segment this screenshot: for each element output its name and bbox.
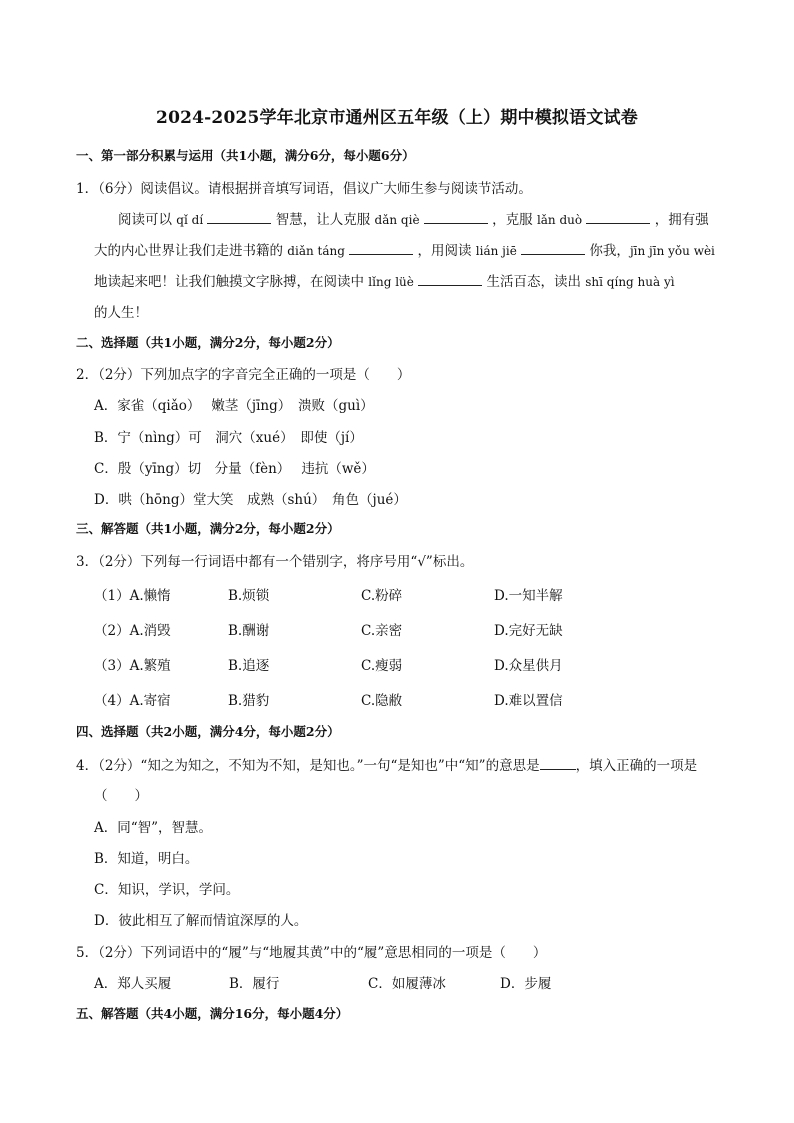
q1-text: 生活百态，读出 bbox=[482, 274, 586, 290]
pinyin: jīn jīn yǒu wèi bbox=[629, 244, 715, 258]
answer-blank[interactable] bbox=[207, 210, 271, 224]
q1-text: ，克服 bbox=[487, 212, 537, 228]
q3-row3-a[interactable]: （3）A.繁殖 bbox=[94, 658, 171, 674]
pinyin: lǐng lüè bbox=[368, 275, 414, 289]
q1-line-3 bbox=[94, 270, 675, 290]
q3-row4-a[interactable]: （4）A.寄宿 bbox=[94, 693, 171, 709]
q3-row2-d[interactable]: D.完好无缺 bbox=[494, 623, 563, 639]
answer-blank[interactable] bbox=[586, 210, 650, 224]
section-5-heading: 五、解答题（共4小题，满分16分，每小题4分） bbox=[76, 1006, 349, 1021]
q1-text: 智慧，让人克服 bbox=[271, 212, 375, 228]
q4-option-a[interactable]: A．同“智”，智慧。 bbox=[94, 820, 213, 836]
q3-row4-b[interactable]: B.猎豹 bbox=[228, 693, 270, 709]
q3-row2-b[interactable]: B.酬谢 bbox=[228, 623, 270, 639]
q2-stem: 2．（2分）下列加点字的字音完全正确的一项是（ ） bbox=[76, 367, 411, 383]
q3-row1-d[interactable]: D.一知半解 bbox=[494, 588, 563, 604]
q4-stem-b: ，填入正确的一项是 bbox=[575, 758, 698, 774]
pinyin: qǐ dí bbox=[176, 213, 204, 227]
q1-line-4: 的人生！ bbox=[94, 305, 148, 321]
q3-row3-d[interactable]: D.众星供月 bbox=[494, 658, 563, 674]
q4-paren: （ ） bbox=[94, 788, 148, 804]
q3-row3-b[interactable]: B.追逐 bbox=[228, 658, 270, 674]
q4-option-b[interactable]: B．知道，明白。 bbox=[94, 851, 199, 867]
section-3-heading: 三、解答题（共1小题，满分2分，每小题2分） bbox=[76, 521, 340, 536]
q1-line-2 bbox=[94, 239, 715, 259]
q2-option-b[interactable]: B．宁（nìng）可 洞穴（xué） 即使（jí） bbox=[94, 430, 363, 446]
answer-blank[interactable] bbox=[418, 272, 482, 286]
pinyin: lǎn duò bbox=[536, 213, 583, 227]
answer-blank[interactable] bbox=[349, 241, 413, 255]
q1-text: ，拥有强 bbox=[650, 212, 709, 228]
q3-row3-c[interactable]: C.瘦弱 bbox=[361, 658, 403, 674]
section-4-heading: 四、选择题（共2小题，满分4分，每小题2分） bbox=[76, 724, 340, 739]
q5-option-c[interactable]: C．如履薄冰 bbox=[368, 976, 446, 992]
q3-row4-d[interactable]: D.难以置信 bbox=[494, 693, 563, 709]
q5-option-a[interactable]: A．郑人买履 bbox=[94, 976, 172, 992]
q3-row1-a[interactable]: （1）A.懒惰 bbox=[94, 588, 171, 604]
q5-option-d[interactable]: D．步履 bbox=[500, 976, 552, 992]
q3-stem: 3．（2分）下列每一行词语中都有一个错别字，将序号用“√”标出。 bbox=[76, 554, 474, 570]
q1-text: 地读起来吧！让我们触摸文字脉搏，在阅读中 bbox=[94, 274, 369, 290]
q3-row4-c[interactable]: C.隐敝 bbox=[361, 693, 403, 709]
pinyin: dǎn qiè bbox=[374, 213, 420, 227]
answer-blank[interactable] bbox=[540, 756, 576, 770]
pinyin: diǎn táng bbox=[287, 244, 345, 258]
pinyin: lián jiē bbox=[475, 244, 517, 258]
q3-row1-b[interactable]: B.烦锁 bbox=[228, 588, 270, 604]
q5-stem: 5．（2分）下列词语中的“履”与“地履其黄”中的“履”意思相同的一项是（ ） bbox=[76, 945, 547, 961]
q3-row1-c[interactable]: C.粉碎 bbox=[361, 588, 403, 604]
q2-option-c[interactable]: C．殷（yīng）切 分量（fèn） 违抗（wě） bbox=[94, 461, 375, 477]
q1-text: ，用阅读 bbox=[413, 243, 476, 259]
q5-option-b[interactable]: B．履行 bbox=[229, 976, 280, 992]
section-2-heading: 二、选择题（共1小题，满分2分，每小题2分） bbox=[76, 335, 340, 350]
q4-option-d[interactable]: D．彼此相互了解而情谊深厚的人。 bbox=[94, 913, 308, 929]
q2-option-d[interactable]: D．哄（hōng）堂大笑 成熟（shú） 角色（jué） bbox=[94, 492, 407, 508]
pinyin: shī qíng huà yì bbox=[585, 275, 675, 289]
q1-text: 你我， bbox=[585, 243, 630, 259]
q4-stem-a: 4．（2分）“知之为知之，不知为不知，是知也。”一句“是知也”中“知”的意思是 bbox=[76, 758, 540, 774]
q1-stem: 1．（6分）阅读倡议。请根据拼音填写词语，倡议广大师生参与阅读节活动。 bbox=[76, 181, 532, 197]
q4-stem bbox=[76, 754, 697, 774]
q1-text: 阅读可以 bbox=[118, 212, 177, 228]
q3-row2-c[interactable]: C.亲密 bbox=[361, 623, 403, 639]
answer-blank[interactable] bbox=[521, 241, 585, 255]
exam-title: 2024-2025学年北京市通州区五年级（上）期中模拟语文试卷 bbox=[156, 108, 638, 128]
section-1-heading: 一、第一部分积累与运用（共1小题，满分6分，每小题6分） bbox=[76, 148, 415, 163]
q1-line-1 bbox=[118, 208, 709, 228]
answer-blank[interactable] bbox=[424, 210, 488, 224]
q1-text: 大的内心世界让我们走进书籍的 bbox=[94, 243, 288, 259]
q3-row2-a[interactable]: （2）A.消毁 bbox=[94, 623, 171, 639]
q4-option-c[interactable]: C．知识，学识，学问。 bbox=[94, 882, 240, 898]
q2-option-a[interactable]: A．家雀（qiǎo） 嫩茎（jīng） 溃败（guì） bbox=[94, 398, 374, 414]
